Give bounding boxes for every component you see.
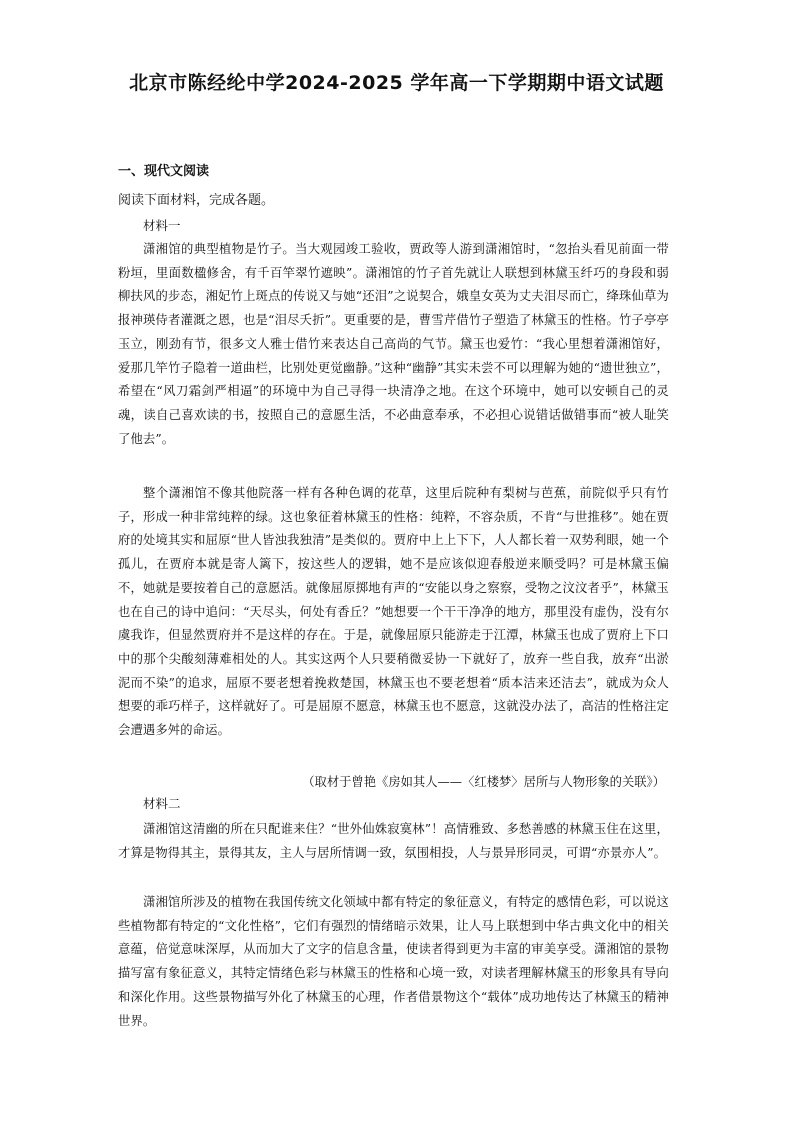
document-title: 北京市陈经纶中学2024-2025 学年高一下学期期中语文试题 (129, 72, 664, 94)
material-two-label: 材料二 (143, 796, 181, 811)
section-heading: 一、现代文阅读 (118, 164, 210, 179)
material-one-label: 材料一 (143, 218, 181, 233)
material-one-paragraph: 潇湘馆的典型植物是竹子。当大观园竣工验收，贾政等人游到潇湘馆时，“忽抬头看见前面一带粉垣，里面数楹修舍，有千百竿翠竹遮映”。潇湘馆的竹子首先就让人联想到林黛玉纤巧的身段和弱柳扶风的步态，湘妃竹上斑点的传说又与她“还泪”之说契合，娥皇女英为丈夫泪尽而亡，绛珠仙草为报神瑛侍者灌溉之恩，也是“泪尽夭折”。更重要的是，曹雪芹借竹子塑造了林黛玉的性格。竹子亭亭玉立，刚劲有节，很多文人雅士借竹来表达自己高尚的气节。黛玉也爱竹：“我心里想着潇湘馆好，爱那几竿竹子隐着一道曲栏，比别处更觉幽静。”这种“幽静”其实未尝不可以理解为她的“遗世独立”，希望在“风刀霜剑严相逼”的环境中为自己寻得一块清净之地。在这个环境中，她可以安顿自己的灵魂，读自己喜欢读的书，按照自己的意愿生活，不必曲意奉承，不必担心说错话做错事而“被人耻笑了他去”。 (118, 242, 669, 446)
instruction-text: 阅读下面材料，完成各题。 (118, 193, 275, 208)
material-one-paragraph: 整个潇湘馆不像其他院落一样有各种色调的花草，这里后院种有梨树与芭蕉，前院似乎只有竹子，形成一种非常纯粹的绿。这也象征着林黛玉的性格：纯粹，不容杂质，不肯“与世推移”。她在贾府的处境其实和屈原“世人皆浊我独清”是类似的。贾府中上上下下，人人都长着一双势利眼，她一个孤儿，在贾府本就是寄人篱下，按这些人的逻辑，她不是应该似迎春般逆来顺受吗？可是林黛玉偏不，她就是要按着自己的意愿活。就像屈原掷地有声的“安能以身之察察，受物之汶汶者乎”，林黛玉也在自己的诗中追问：“天尽头，何处有香丘？”她想要一个干干净净的地方，那里没有虚伪，没有尔虞我诈，但显然贾府并不是这样的存在。于是，就像屈原只能游走于江潭，林黛玉也成了贾府上下口中的那个尖酸刻薄难相处的人。其实这两个人只要稍微妥协一下就好了，放弃一些自我，放弃“出淤泥而不染”的追求，屈原不要老想着挽救楚国，林黛玉也不要老想着“质本洁来还洁去”，就成为众人想要的乖巧样子，这样就好了。可是屈原不愿意，林黛玉也不愿意，这就没办法了，高洁的性格注定会遭遇多舛的命运。 (118, 486, 669, 738)
material-two-paragraph: 潇湘馆这清幽的所在只配谁来住？“世外仙姝寂寞林”！高情雅致、多愁善感的林黛玉住在这里，才算是物得其主，景得其友，主人与居所情调一致，氛围相投，人与景异形同灵，可谓“亦景亦人”。 (118, 822, 669, 860)
material-two-paragraph: 潇湘馆所涉及的植物在我国传统文化领域中都有特定的象征意义，有特定的感情色彩，可以说这些植物都有特定的“文化性格”，它们有强烈的情绪暗示效果，让人马上联想到中华古典文化中的相关意蕴，倍觉意味深厚，从而加大了文字的信息含量，使读者得到更为丰富的审美享受。潇湘馆的景物描写富有象征意义，其特定情绪色彩与林黛玉的性格和心境一致，对读者理解林黛玉的形象具有导向和深化作用。这些景物描写外化了林黛玉的心理，作者借景物这个“载体”成功地传达了林黛玉的精神世界。 (118, 895, 669, 1028)
material-one-source: （取材于曾艳《房如其人——〈红楼梦〉居所与人物形象的关联》） (302, 775, 665, 789)
